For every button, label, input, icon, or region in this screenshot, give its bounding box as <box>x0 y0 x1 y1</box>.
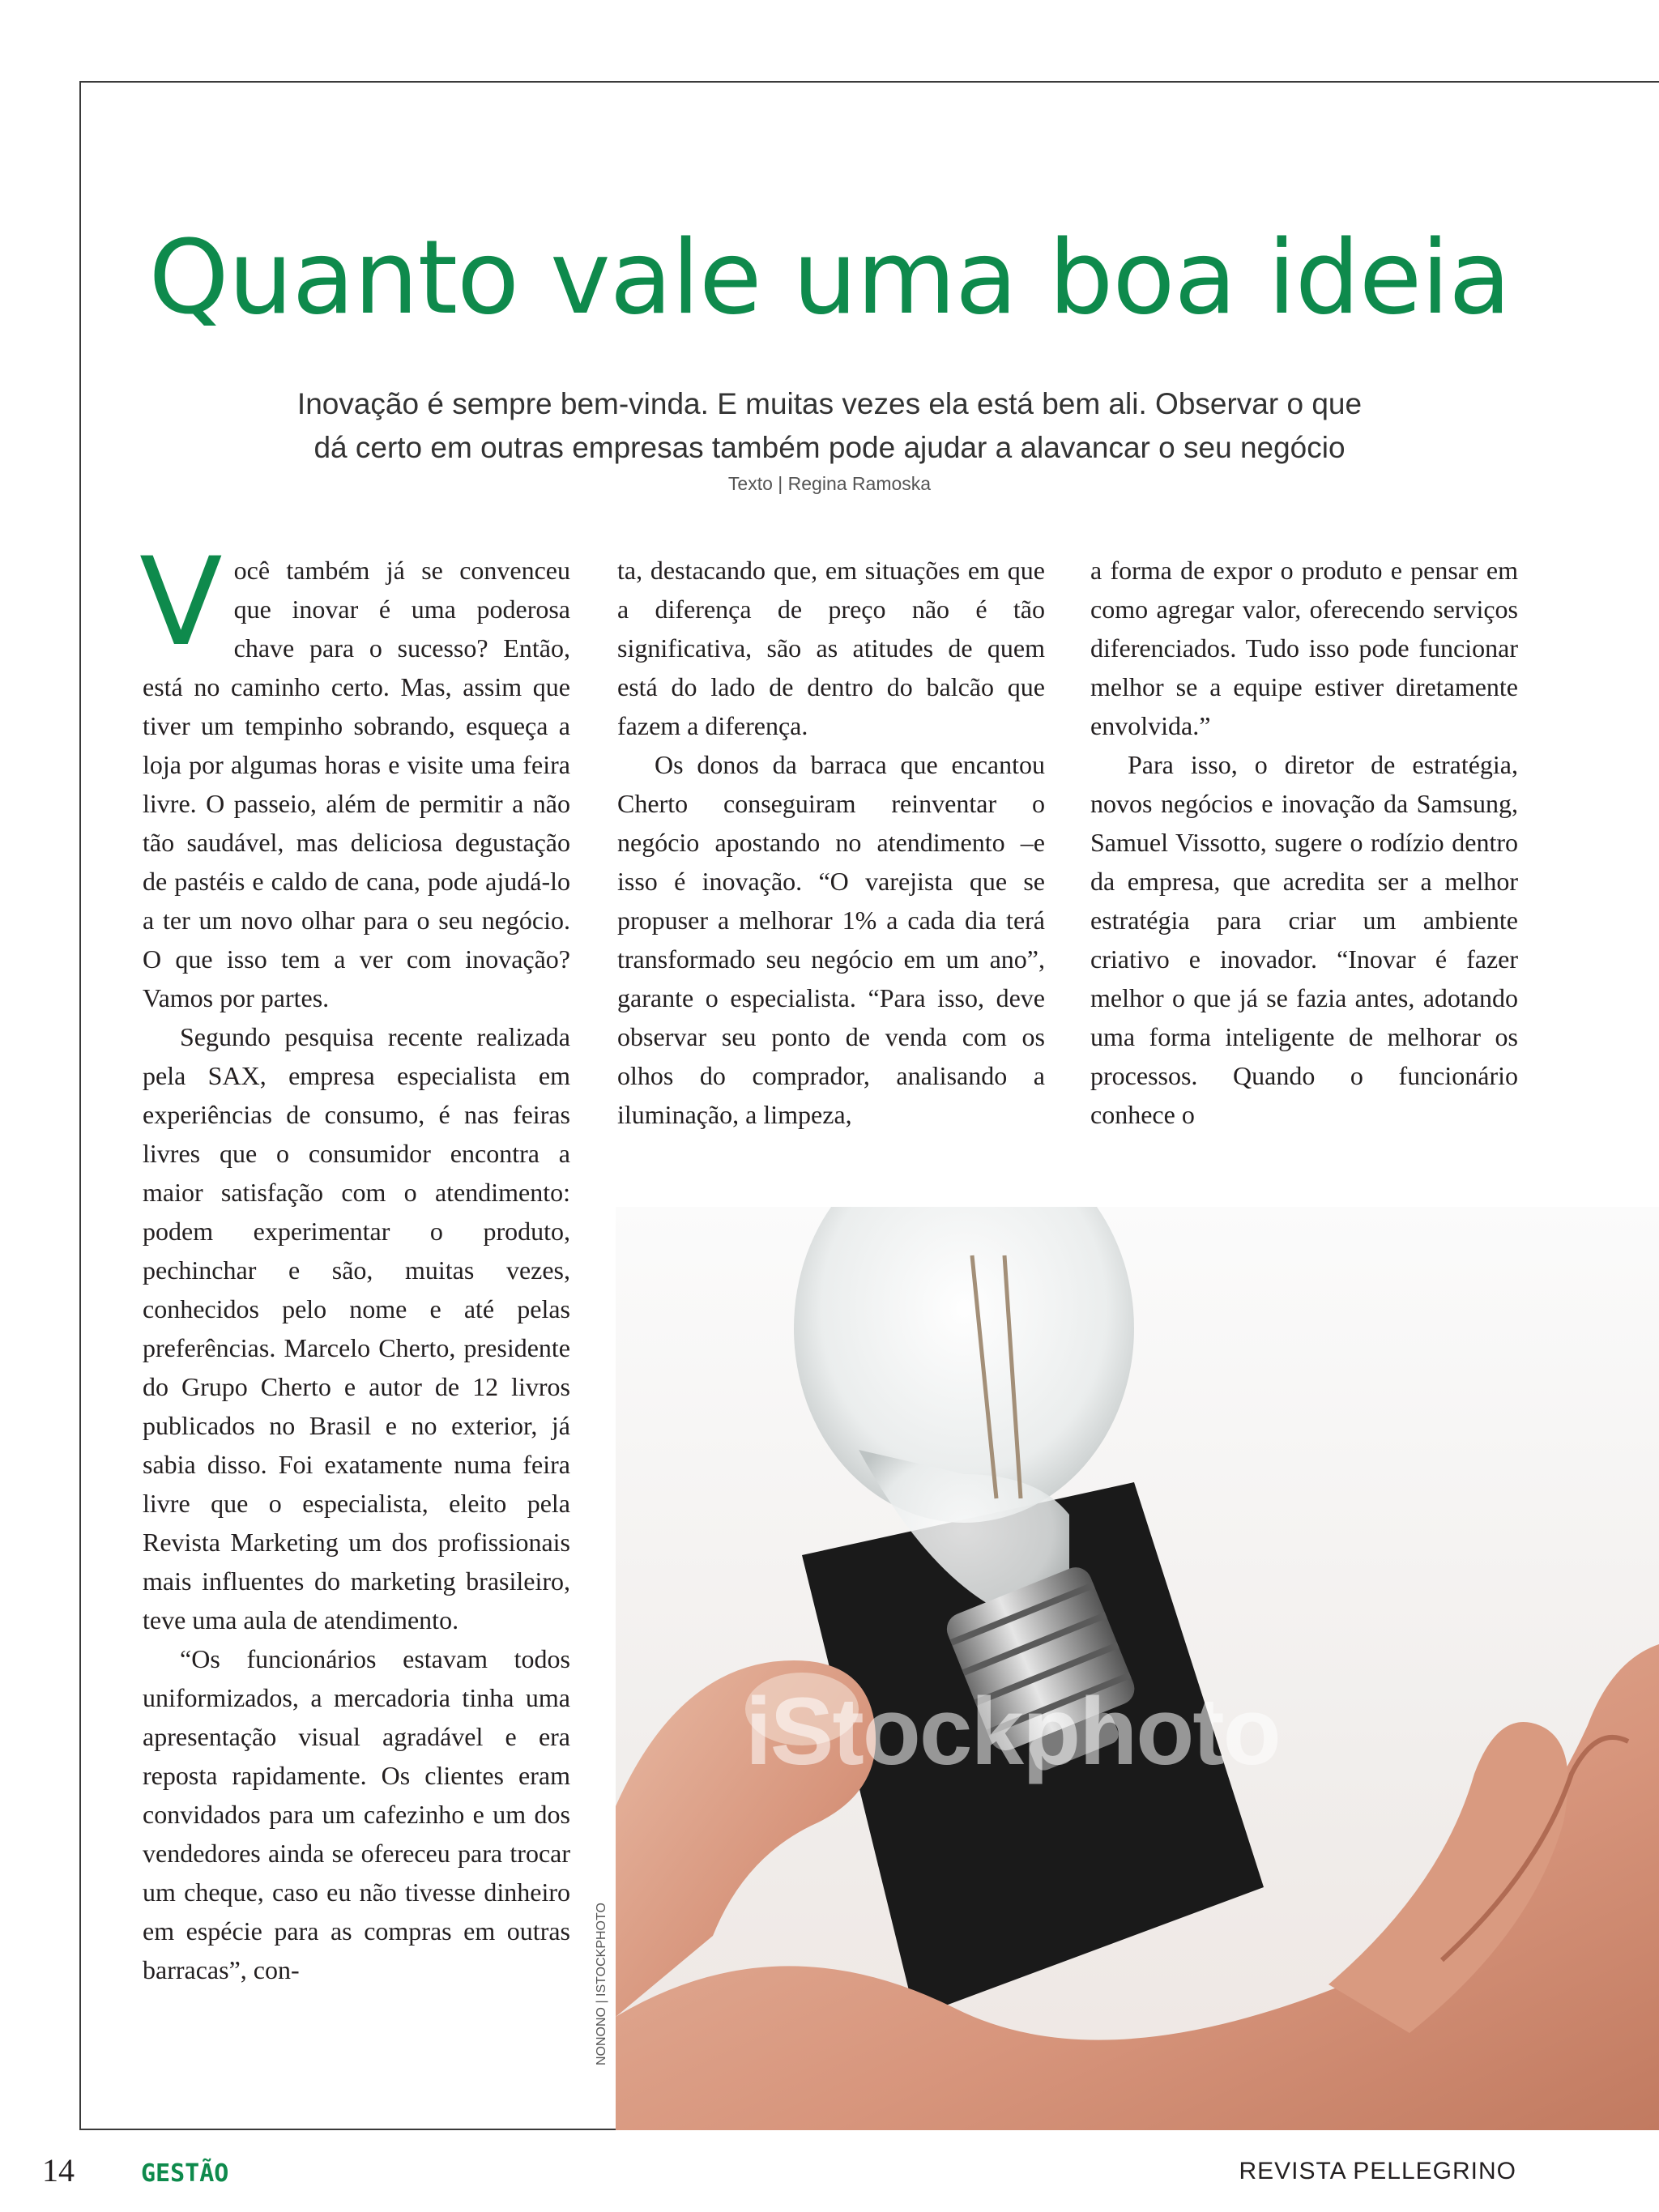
paragraph: Os donos da barraca que encantou Cherto conseguiram reinventar o negócio apostando no atendimento –e isso é inovação. “O varejista que se propuser a melhorar 1% a cada dia terá transformado seu negócio em um ano”, garante o especialista. “Para isso, deve observar seu ponto de venda com os olhos do comprador, analisando a iluminação, a limpeza, <box>617 750 1045 1129</box>
column-1 <box>139 532 570 1989</box>
paragraph-text: ocê também já se convenceu que inovar é uma poderosa chave para o sucesso? Então, está no caminho certo. Mas, assim que tiver um tempinho sobrando, esqueça a loja por algumas horas e visite uma feira livre. O passeio, além de permitir a não tão saudável, mas deliciosa degustação de pastéis e caldo de cana, pode ajudá-lo a ter um novo olhar para o seu negócio. O que isso tem a ver com inovação? Vamos por partes. <box>143 556 570 1012</box>
page-number: 14 <box>42 2152 75 2189</box>
hand-holding-bulb-illustration <box>616 1207 1659 2130</box>
author-credit: Texto | Regina Ramoska <box>727 473 932 494</box>
column-2 <box>617 551 1045 1134</box>
paragraph <box>139 532 570 1017</box>
paragraph: Segundo pesquisa recente realizada pela SAX, empresa especialista em experiências de consumo, é nas feiras livres que o consumidor encontra a maior satisfação com o atendimento: podem experimentar o produto, pechinchar e são, muitas vezes, conhecidos pelo nome e até pelas preferências. Marcelo Cherto, presidente do Grupo Cherto e autor de 12 livros publicados no Brasil e no exterior, já sabia disso. Foi exatamente numa feira livre que o especialista, eleito pela Revista Marketing um dos profissionais mais influentes do marketing brasileiro, teve uma aula de atendimento. <box>143 1022 570 1634</box>
subtitle-line-2: dá certo em outras empresas também pode ajudar a alavancar o seu negócio <box>313 431 1346 464</box>
paragraph: ta, destacando que, em situações em que a diferença de preço não é tão significativa, são as atitudes de quem está do lado de dentro do balcão que fazem a diferença. <box>617 556 1045 740</box>
page-footer <box>0 2151 1659 2192</box>
drop-cap: V <box>139 532 223 673</box>
magazine-name: REVISTA PELLEGRINO <box>1239 2158 1516 2184</box>
article-title: Quanto vale uma boa ideia <box>148 218 1511 337</box>
watermark: iStockphoto <box>745 1678 1280 1785</box>
paragraph: a forma de expor o produto e pensar em como agregar valor, oferecendo serviços diferenciados. Tudo isso pode funcionar melhor se a equipe estiver diretamente envolvida.” <box>1090 556 1518 740</box>
photo-credit: NONONO | ISTOCKPHOTO <box>595 1903 608 2065</box>
subtitle-line-1: Inovação é sempre bem-vinda. E muitas vezes ela está bem ali. Observar o que <box>296 387 1363 420</box>
column-3 <box>1090 551 1518 1134</box>
lightbulb-photo <box>616 1207 1659 2130</box>
paragraph: Para isso, o diretor de estratégia, novos negócios e inovação da Samsung, Samuel Vissotto, sugere o rodízio dentro da empresa, que acredita ser a melhor estratégia para criar um ambiente criativo e inovador. “Inovar é fazer melhor o que já se fazia antes, adotando uma forma inteligente de melhorar os processos. Quando o funcionário conhece o <box>1090 750 1518 1129</box>
section-label: GESTÃO <box>141 2159 229 2188</box>
paragraph: “Os funcionários estavam todos uniformizados, a mercadoria tinha uma apresentação visual agradável e era reposta rapidamente. Os clientes eram convidados para um cafezinho e um dos vendedores ainda se ofereceu para trocar um cheque, caso eu não tivesse dinheiro em espécie para as compras em outras barracas”, con- <box>143 1644 570 1984</box>
article-subtitle <box>194 382 1465 470</box>
